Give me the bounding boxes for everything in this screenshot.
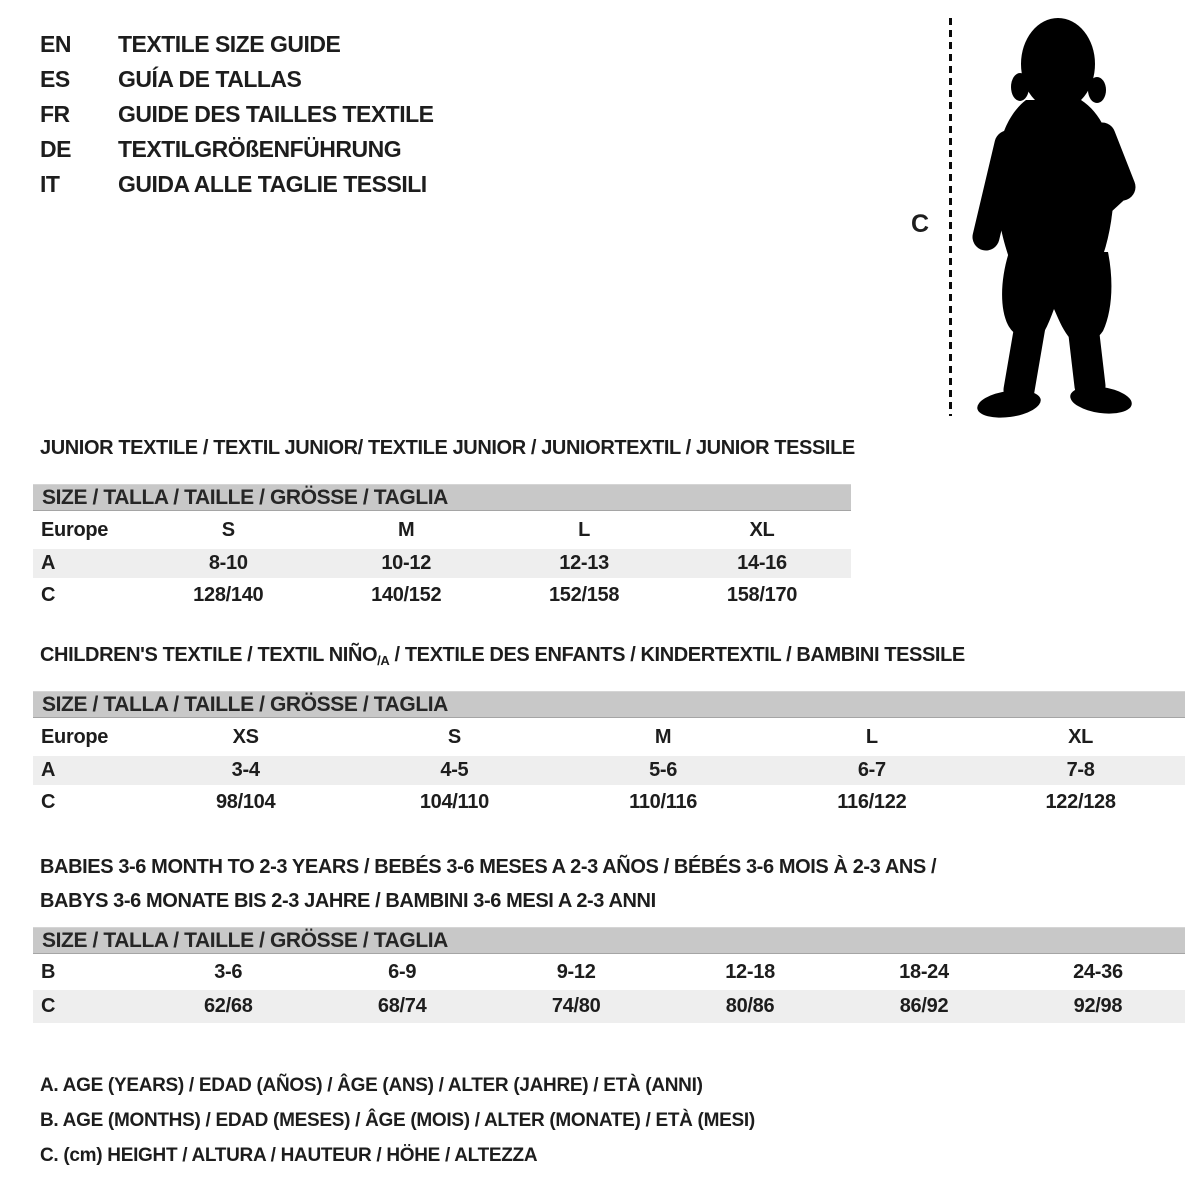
babies-height-row — [33, 990, 1185, 1023]
age-cell: 3-6 — [214, 960, 243, 983]
height-cell: 122/128 — [1045, 790, 1116, 813]
height-cell: 74/80 — [551, 995, 601, 1017]
size-header-bar: SIZE / TALLA / TAILLE / GRÖSSE / TAGLIA — [33, 484, 851, 511]
age-cell: 3-4 — [231, 759, 260, 781]
size-header-bar: SIZE / TALLA / TAILLE / GRÖSSE / TAGLIA — [33, 927, 1185, 954]
lang-row-fr — [40, 97, 434, 132]
age-cell: 5-6 — [649, 759, 678, 781]
age-cell: 14-16 — [737, 552, 787, 574]
guide-title-de: TEXTILGRÖßENFÜHRUNG — [118, 136, 402, 162]
babies-months-row — [33, 954, 1185, 990]
height-cell: 116/122 — [837, 790, 907, 813]
legend-age-months: B. AGE (MONTHS) / EDAD (MESES) / ÂGE (MOIS) / ALTER (MONATE) / ETÀ (MESI) — [40, 1110, 755, 1131]
language-code: EN — [40, 31, 71, 57]
guide-title-it: GUIDA ALLE TAGLIE TESSILI — [118, 171, 427, 197]
row-label: Europe — [41, 518, 109, 541]
row-label: C — [41, 583, 56, 606]
lang-row-es — [40, 62, 434, 97]
height-cell: 110/116 — [629, 790, 698, 813]
children-section-title — [40, 644, 965, 668]
lang-row-en — [40, 27, 434, 62]
row-label: Europe — [41, 725, 109, 748]
size-cell: S — [447, 725, 461, 748]
size-cell: M — [654, 725, 672, 748]
age-cell: 24-36 — [1073, 960, 1123, 983]
age-cell: 6-9 — [388, 960, 417, 983]
language-code: FR — [40, 101, 70, 127]
language-title-list — [40, 27, 434, 202]
height-measure-label: C — [911, 210, 930, 238]
guide-title-es: GUÍA DE TALLAS — [118, 66, 302, 92]
height-cell: 68/74 — [377, 995, 427, 1017]
height-cell: 158/170 — [726, 583, 798, 606]
children-title-pre: CHILDREN'S TEXTILE / TEXTIL NIÑO — [40, 644, 378, 666]
size-cell: L — [578, 518, 591, 541]
size-cell: XL — [749, 518, 775, 541]
language-code: DE — [40, 136, 71, 162]
age-cell: 4-5 — [440, 759, 469, 781]
legend — [40, 1068, 755, 1173]
language-code: ES — [40, 66, 70, 92]
babies-title-line1: BABIES 3-6 MONTH TO 2-3 YEARS / BEBÉS 3-6 MESES A 2-3 AÑOS / BÉBÉS 3-6 MOIS À 2-3 ANS / — [40, 856, 937, 878]
size-cell: XS — [232, 725, 259, 748]
age-cell: 8-10 — [208, 552, 248, 574]
guide-title-fr: GUIDE DES TAILLES TEXTILE — [118, 101, 434, 127]
language-code: IT — [40, 171, 60, 197]
children-size-table — [33, 691, 1185, 819]
row-label: A — [41, 552, 56, 574]
age-cell: 12-13 — [559, 552, 609, 574]
legend-height-cm: C. (cm) HEIGHT / ALTURA / HAUTEUR / HÖHE / ALTEZZA — [40, 1145, 538, 1166]
junior-height-row — [33, 578, 851, 612]
height-cell: 80/86 — [725, 995, 775, 1017]
age-cell: 10-12 — [381, 552, 432, 574]
size-header-bar: SIZE / TALLA / TAILLE / GRÖSSE / TAGLIA — [33, 691, 1185, 718]
height-cell: 86/92 — [899, 995, 949, 1017]
age-cell: 18-24 — [899, 960, 949, 983]
size-cell: L — [865, 725, 878, 748]
legend-age-years: A. AGE (YEARS) / EDAD (AÑOS) / ÂGE (ANS) / ALTER (JAHRE) / ETÀ (ANNI) — [40, 1075, 703, 1096]
age-cell: 9-12 — [556, 960, 596, 983]
size-cell: XL — [1068, 725, 1094, 748]
guide-title-en: TEXTILE SIZE GUIDE — [118, 31, 341, 57]
children-title-post: / TEXTILE DES ENFANTS / KINDERTEXTIL / BAMBINI TESSILE — [389, 644, 965, 666]
junior-age-row — [33, 549, 851, 578]
size-cell: M — [398, 518, 415, 541]
row-label: C — [41, 790, 56, 813]
row-label: C — [41, 995, 56, 1017]
age-cell: 6-7 — [857, 759, 886, 781]
children-europe-row — [33, 718, 1185, 756]
children-height-row — [33, 785, 1185, 819]
age-cell: 7-8 — [1066, 759, 1095, 781]
age-cell: 12-18 — [725, 960, 775, 983]
height-cell: 98/104 — [215, 790, 276, 813]
babies-section-title — [40, 850, 936, 918]
row-label: B — [41, 960, 56, 983]
children-title-sub: /A — [377, 653, 390, 668]
height-cell: 92/98 — [1073, 995, 1123, 1017]
height-cell: 62/68 — [203, 995, 253, 1017]
junior-size-table — [33, 484, 851, 612]
toddler-silhouette-icon — [963, 14, 1145, 422]
height-dashed-line — [949, 18, 952, 416]
babies-title-line2: BABYS 3-6 MONATE BIS 2-3 JAHRE / BAMBINI 3-6 MESI A 2-3 ANNI — [40, 890, 656, 912]
size-cell: S — [221, 518, 235, 541]
children-age-row — [33, 756, 1185, 785]
junior-europe-row — [33, 511, 851, 549]
junior-section-title: JUNIOR TEXTILE / TEXTIL JUNIOR/ TEXTILE JUNIOR / JUNIORTEXTIL / JUNIOR TESSILE — [40, 437, 855, 459]
lang-row-de — [40, 132, 434, 167]
row-label: A — [41, 759, 56, 781]
height-cell: 152/158 — [548, 583, 620, 606]
height-cell: 104/110 — [419, 790, 489, 813]
babies-size-table — [33, 927, 1185, 1023]
lang-row-it — [40, 167, 434, 202]
height-cell: 140/152 — [371, 583, 442, 606]
height-cell: 128/140 — [193, 583, 264, 606]
